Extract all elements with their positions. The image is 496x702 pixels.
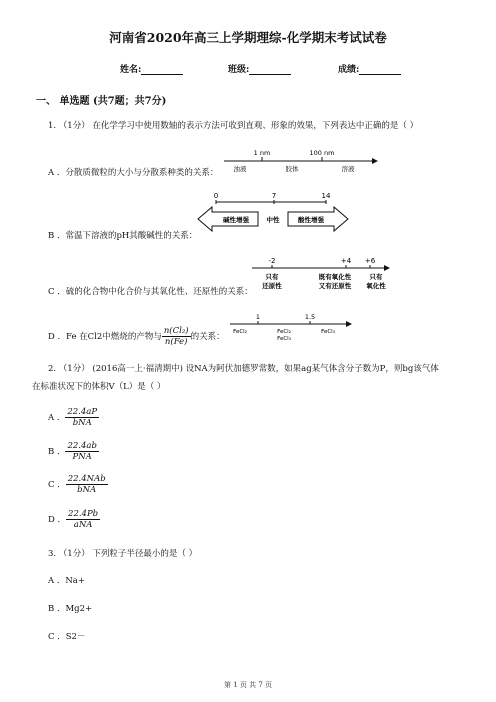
section-heading: 一、 单选题 (共7题；共7分) xyxy=(36,96,167,107)
q2-option-b xyxy=(48,441,99,462)
q1-c-l3a: 只有 xyxy=(369,273,383,281)
q1-d-p1: FeCl₂ xyxy=(233,329,247,335)
q1-b-t1: 7 xyxy=(271,192,277,200)
q1-c-t3: +6 xyxy=(364,257,376,265)
q2-option-d xyxy=(48,509,100,530)
q1-a-figure xyxy=(222,148,382,178)
q2-b-label: B ． xyxy=(48,447,66,457)
q2-d-den: aNA xyxy=(73,520,93,530)
q1-c-figure xyxy=(248,256,398,296)
q1-c-t2: +4 xyxy=(340,257,352,265)
q1-a-tick1: 1 nm xyxy=(253,149,271,157)
q2-a-label: A ． xyxy=(48,413,66,423)
q2-b-fraction xyxy=(65,441,98,462)
q2-d-label: D ． xyxy=(48,515,67,525)
score-label: 成绩: xyxy=(338,65,360,75)
q1-d-p2b: FeCl₃ xyxy=(277,336,291,342)
name-label: 姓名: xyxy=(120,65,142,75)
q1-option-c: C ．硫的化合物中化合价与其氧化性、还原性的关系： xyxy=(48,287,253,297)
q2-stem-line2: 在标准状况下的体积V（L）是（ ） xyxy=(32,382,166,392)
q1-stem: 1. （1分） 在化学学习中使用数轴的表示方法可收到直观、形象的效果，下列表达中正确的是（ ） xyxy=(48,121,419,131)
q1-d-pre: D ．Fe 在Cl2中燃烧的产物与 xyxy=(48,332,162,342)
score-blank xyxy=(359,65,401,75)
q1-b-t0: 0 xyxy=(213,192,219,200)
q2-a-num: 22.4aP xyxy=(67,407,98,417)
q3-option-a: A ．Na+ xyxy=(48,576,85,586)
name-field xyxy=(120,62,183,75)
q1-option-a: A ．分散质微粒的大小与分散系种类的关系： xyxy=(48,168,219,178)
q2-c-den: bNA xyxy=(77,485,97,495)
q2-d-fraction xyxy=(66,509,100,530)
q2-b-den: PNA xyxy=(72,452,92,462)
q1-c-l1a: 只有 xyxy=(265,273,279,281)
q2-d-num: 22.4Pb xyxy=(68,509,99,519)
q1-d-t2: 1.5 xyxy=(304,313,316,321)
q1-b-left: 碱性增强 xyxy=(223,216,249,224)
q1-d-p2: FeCl₂ xyxy=(277,329,291,335)
class-field xyxy=(228,62,291,75)
q2-c-num: 22.4NAb xyxy=(67,474,106,484)
q3-stem: 3. （1分） 下列粒子半径最小的是（ ） xyxy=(48,549,198,559)
q1-b-figure xyxy=(196,190,356,240)
class-blank xyxy=(249,65,291,75)
q1-d-figure xyxy=(228,312,358,342)
q1-d-p3: FeCl₃ xyxy=(321,329,335,335)
q1-option-b: B ．常温下溶液的pH其酸碱性的关系： xyxy=(48,231,198,241)
page-footer: 第 1 页 共 7 页 xyxy=(223,681,273,689)
q1-b-right: 酸性增强 xyxy=(298,216,324,224)
q1-c-l1b: 还原性 xyxy=(262,282,282,290)
class-label: 班级: xyxy=(228,65,250,75)
q1-c-t1: -2 xyxy=(268,257,276,265)
q1-c-l2a: 既有氧化性 xyxy=(318,273,352,281)
q1-b-mid: 中性 xyxy=(266,216,280,224)
q1-d-den: n(Fe) xyxy=(164,337,188,347)
q1-d-fraction xyxy=(162,326,191,347)
q1-b-t2: 14 xyxy=(321,192,331,200)
name-blank xyxy=(141,65,183,75)
q2-a-den: bNA xyxy=(72,418,92,428)
q2-option-a xyxy=(48,407,99,428)
q3-option-c: C ．S2－ xyxy=(48,632,86,642)
q1-a-seg3: 溶液 xyxy=(341,165,355,173)
q3-option-b: B ．Mg2+ xyxy=(48,604,93,614)
q2-b-num: 22.4ab xyxy=(67,441,97,451)
page-title: 河南省2020年高三上学期理综-化学期末考试试卷 xyxy=(109,30,387,45)
q1-a-seg1: 浊液 xyxy=(233,165,247,173)
q2-c-fraction xyxy=(66,474,108,495)
q2-c-label: C ． xyxy=(48,480,66,490)
q1-c-l3b: 氧化性 xyxy=(366,282,386,290)
q1-a-seg2: 胶体 xyxy=(285,165,299,173)
q1-c-l2b: 又有还原性 xyxy=(318,282,352,290)
q2-option-c xyxy=(48,474,108,495)
q1-a-tick2: 100 nm xyxy=(309,149,335,157)
score-field xyxy=(338,62,401,75)
q1-d-post: 的关系： xyxy=(190,332,225,342)
q1-d-t1: 1 xyxy=(255,313,261,321)
q1-option-d xyxy=(48,326,225,347)
q2-a-fraction xyxy=(65,407,99,428)
q2-stem-line1: 2. （1分） (2016高一上·福清期中) 设NA为阿伏加德罗常数，如果ag某气体含分子数为P，则bg该气体 xyxy=(48,364,439,374)
q1-d-num: n(Cl₂) xyxy=(163,326,189,336)
